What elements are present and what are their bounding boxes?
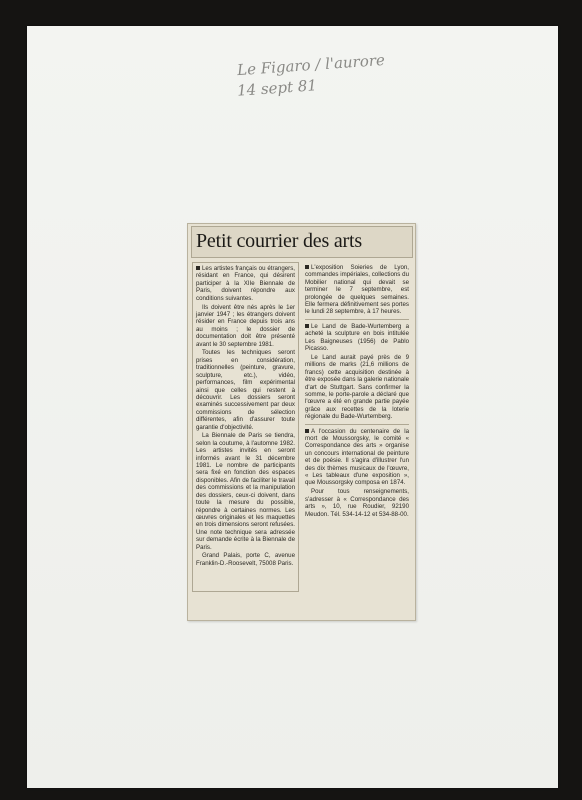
left-paragraph-5: Grand Palais, porte C, avenue Franklin-D.-Roosevelt, 75008 Paris.: [196, 552, 295, 567]
right-paragraph-3: Le Land aurait payé près de 9 millions de marks (21,6 millions de francs) cette acquisition destinée à être exposée dans la galerie nationale d'art de Stuttgart. Sans confirmer la somme, le porte-parole a déclaré que l'œuvre a été en grande partie payée grâce aux recettes de la loterie régionale du Bade-Wurtemberg.: [305, 353, 409, 421]
bullet-square-icon: [305, 429, 309, 433]
clipping-columns: [188, 258, 415, 592]
column-divider: [305, 319, 409, 320]
right-paragraph-4: A l'occasion du centenaire de la mort de Moussorgsky, le comité « Correspondance des arts » organise un concours international de peinture et de poésie. Il s'agira d'illustrer l'un des dix thèmes musicaux de l'œuvre, « Les tableaux d'une exposition », que Moussorgsky composa en 1874.: [305, 427, 409, 487]
left-paragraph-4: La Biennale de Paris se tiendra, selon la coutume, à l'automne 1982. Les artistes invités en seront informés avant le 31 décembre 1981. Le nombre de participants sera fixé en fonction des espaces disponibles. Afin de faciliter le travail des commissions et la manipulation des dossiers, ceux-ci doivent, dans toute la mesure du possible, répondre à certaines normes. Les œuvres originales et les maquettes en trois dimensions seront refusées. Une note technique sera adressée sur demande écrite à la Biennale de Paris.: [196, 432, 295, 551]
clipping-title: Petit courrier des arts: [191, 226, 413, 258]
right-column: [303, 262, 411, 592]
bullet-square-icon: [305, 324, 309, 328]
archive-sheet: [27, 26, 558, 788]
right-paragraph-5: Pour tous renseignements, s'adresser à « Correspondance des arts », 10, rue Roudier, 92190 Meudon. Tél. 534-14-12 et 534-88-00.: [305, 488, 409, 518]
right-paragraph-2: Le Land de Bade-Wurtemberg a acheté la sculpture en bois intitulée Les Baigneuses (1956) de Pablo Picasso.: [305, 322, 409, 353]
bullet-square-icon: [196, 266, 200, 270]
column-divider: [305, 424, 409, 425]
left-paragraph-3: Toutes les techniques seront prises en considération, traditionnelles (peinture, gravure, sculpture, etc.), vidéo, performances, film expérimental ainsi que celles qui restent à découvrir. Les dossiers seront examinés successivement par deux commissions de sélection différentes, afin d'assurer toute garantie d'objectivité.: [196, 349, 295, 431]
handwritten-source-note: Le Figaro / l'aurore: [236, 50, 386, 80]
left-column: [192, 262, 299, 592]
left-paragraph-2: Ils doivent être nés après le 1er janvier 1947 ; les étrangers doivent résider en France depuis trois ans au moins ; le dossier de documentation doit être présenté avant le 30 septembre 1981.: [196, 303, 295, 348]
newspaper-clipping: [187, 223, 416, 621]
handwritten-date-note: 14 sept 81: [236, 76, 318, 100]
left-paragraph-1: Les artistes français ou étrangers, résidant en France, qui désirent participer à la XIIe Biennale de Paris, doivent répondre aux conditions suivantes.: [196, 265, 295, 302]
bullet-square-icon: [305, 265, 309, 269]
right-paragraph-1: L'exposition Soieries de Lyon, commandes impériales, collections du Mobilier national qui devait se terminer le 7 septembre, est prolongée de quelques semaines. Elle fermera définitivement ses portes le lundi 28 septembre, à 17 heures.: [305, 264, 409, 316]
